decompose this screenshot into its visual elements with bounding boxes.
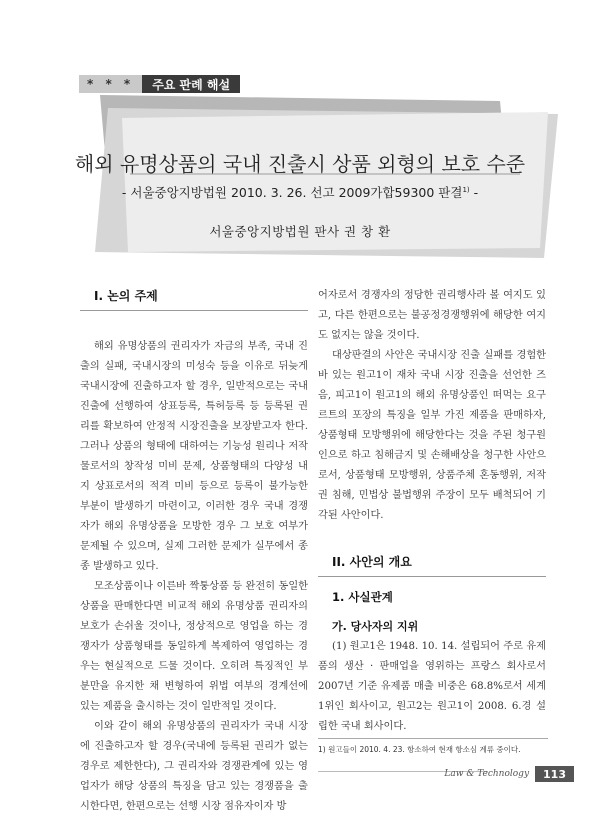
footnote: 1) 원고들이 2010. 4. 23. 항소하여 현재 항소심 계류 중이다. bbox=[318, 738, 548, 755]
paragraph: 해외 유명상품의 권리자가 자금의 부족, 국내 진출의 실패, 국내시장의 미성숙 등을 이유로 뒤늦게 국내시장에 진출하고자 할 경우, 일반적으로는 국내진출에 선행하여 상표등록, 특허등록 등 등록된 권리를 확보하여 안정적 시장진출을 보장받고자 한다. 그러나 상품의 형태에 대하여는 기능성 원리나 저작물로서의 창작성 미비 문제, 상품형태의 다양성 내지 상표로서의 적격 미비 등으로 등록이 불가능한 부분이 발생하기 마련이고, 이러한 경우 국내 경쟁자가 해외 유명상품을 모방한 경우 그 보호 여부가 문제될 수 있으며, 실제 그러한 문제가 실무에서 종종 발생하고 있다. bbox=[80, 341, 308, 572]
subsection-heading: 1. 사실관계 bbox=[332, 590, 393, 604]
paragraph: 대상판결의 사안은 국내시장 진출 실패를 경험한 바 있는 원고1이 재차 국내 시장 진출을 선언한 즈음, 피고1이 원고1의 해외 유명상품인 떠먹는 요구르트의 포장의 특징을 일부 가진 제품을 판매하자, 상품형태 모방행위에 해당한다는 것을 주된 청구원인으로 하고 침해금지 및 손해배상을 청구한 사안으로서, 상품형태 모방행위, 상품주체 혼동행위, 저작권 침해, 민법상 불법행위 주장이 모두 배척되어 기각된 사안이다. bbox=[318, 350, 546, 521]
paragraph: 이와 같이 해외 유명상품의 권리자가 국내 시장에 진출하고자 할 경우(국내에 등록된 권리가 없는 경우로 제한한다), 그 권리자와 경쟁관계에 있는 영업자가 해당 상품의 특징을 담고 있는 경쟁품을 출시한다면, 한편으로는 선행 시장 점유자이자 방 bbox=[80, 721, 308, 812]
paragraph: 모조상품이나 이른바 짝퉁상품 등 완전히 동일한 상품을 판매한다면 비교적 해외 유명상품 권리자의 보호가 손쉬울 것이나, 정상적으로 영업을 하는 경쟁자가 상품형태를 동일하게 복제하여 영업하는 경우는 현실적으로 드물 것이다. 오히려 특징적인 부분만을 유지한 채 변형하여 위법 여부의 경계선에 있는 제품을 출시하는 것이 일반적일 것이다. bbox=[80, 581, 308, 712]
tag-label: 주요 판례 해설 bbox=[142, 75, 240, 93]
left-column bbox=[80, 286, 308, 817]
subtitle-tail: - bbox=[469, 185, 479, 200]
journal-name: Law & Technology bbox=[444, 769, 530, 779]
subsubsection-heading: 가. 당사자의 지위 bbox=[332, 620, 419, 633]
subtitle-text: - 서울중앙지방법원 2010. 3. 26. 선고 2009가합59300 판결 bbox=[121, 185, 463, 200]
author: 서울중앙지방법원 판사 권 창 환 bbox=[209, 224, 391, 239]
paragraph: (1) 원고1은 1948. 10. 14. 설립되어 주로 유제품의 생산 · 판매업을 영위하는 프랑스 회사로서 2007년 기준 유제품 매출 비중은 68.8%로서 세계 1위인 회사이고, 원고2는 원고1이 2008. 6.경 설립한 국내 회사이다. bbox=[318, 641, 546, 732]
article-title: 해외 유명상품의 국내 진출시 상품 외형의 보호 수준 bbox=[74, 152, 526, 176]
tag-stars: * * * bbox=[79, 75, 142, 93]
article-subtitle bbox=[0, 183, 600, 201]
footnote-ref: 1) bbox=[462, 185, 470, 194]
paragraph: 어자로서 경쟁자의 정당한 권리행사라 볼 여지도 있고, 다른 한편으로는 불공정경쟁행위에 해당한 여지도 없지는 않을 것이다. bbox=[318, 290, 546, 341]
right-column bbox=[318, 286, 546, 737]
section-heading-2: II. 사안의 개요 bbox=[318, 552, 546, 577]
section-heading-1: I. 논의 주제 bbox=[80, 286, 308, 311]
page-number: 113 bbox=[535, 766, 574, 782]
page-footer bbox=[438, 766, 574, 782]
